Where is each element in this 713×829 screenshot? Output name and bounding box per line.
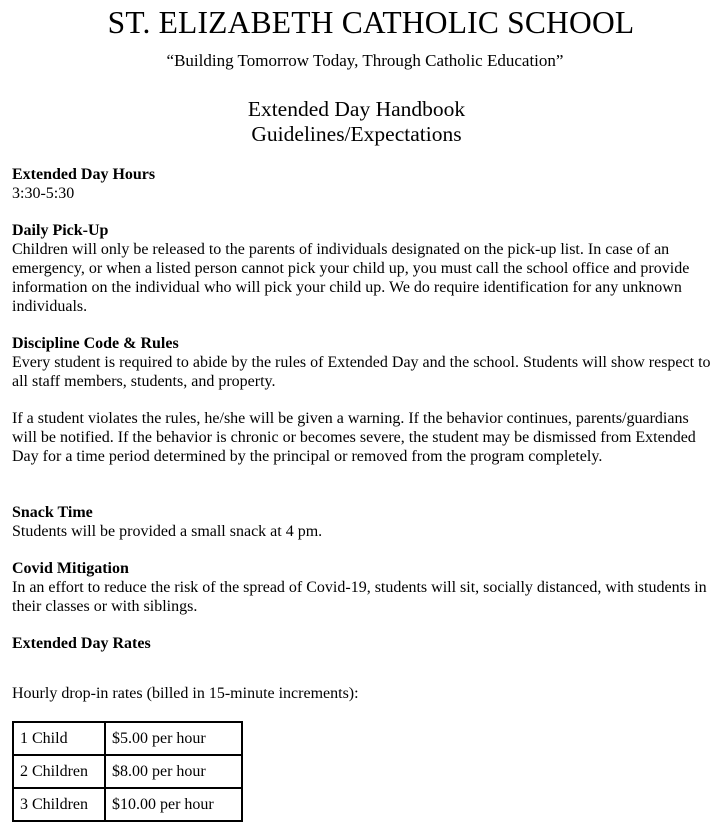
handbook-title-line2: Guidelines/Expectations: [251, 122, 462, 146]
rate-cell: $5.00 per hour: [105, 722, 242, 755]
table-row: [13, 722, 242, 755]
rates-intro: Hourly drop-in rates (billed in 15-minute increments):: [12, 685, 359, 702]
children-count-cell: 3 Children: [13, 788, 105, 821]
section-text: 3:30-5:30: [12, 185, 75, 202]
school-motto: “Building Tomorrow Today, Through Catholic Education”: [166, 51, 564, 70]
handbook-content: [12, 165, 712, 653]
section-heading: Snack Time: [12, 504, 93, 521]
section-text: If a student violates the rules, he/she will be given a warning. If the behavior continues, parents/guardians will be notified. If the behavior is chronic or becomes severe, the student may be dismissed from Extended Day for a time period determined by the principal or removed from the program completely.: [12, 410, 696, 465]
section-discipline: [12, 334, 712, 466]
section-text: Every student is required to abide by the rules of Extended Day and the school. Students will show respect to all staff members, students, and property.: [12, 354, 711, 390]
rates-table: [12, 721, 243, 822]
section-text: In an effort to reduce the risk of the spread of Covid-19, students will sit, socially distanced, with students in their classes or with siblings.: [12, 579, 707, 615]
handbook-title-line1: Extended Day Handbook: [247, 97, 466, 121]
rate-cell: $8.00 per hour: [105, 755, 242, 788]
section-heading: Daily Pick-Up: [12, 222, 109, 239]
children-count-cell: 2 Children: [13, 755, 105, 788]
rate-cell: $10.00 per hour: [105, 788, 242, 821]
section-text: Children will only be released to the parents of individuals designated on the pick-up list. In case of an emergency, or when a listed person cannot pick your child up, you must call the school office and provide information on the individual who will pick your child up. We do require identification for any unknown individuals.: [12, 241, 690, 315]
section-covid: [12, 559, 712, 616]
section-hours: [12, 165, 712, 203]
section-text: Students will be provided a small snack at 4 pm.: [12, 523, 323, 540]
table-row: [13, 755, 242, 788]
school-title: ST. ELIZABETH CATHOLIC SCHOOL: [107, 5, 635, 40]
section-snack: [12, 503, 712, 541]
handbook-title: [0, 97, 713, 147]
table-row: [13, 788, 242, 821]
children-count-cell: 1 Child: [13, 722, 105, 755]
section-rates: [12, 634, 712, 653]
section-heading: Extended Day Hours: [12, 166, 156, 183]
section-heading: Covid Mitigation: [12, 560, 129, 577]
section-pickup: [12, 221, 712, 316]
section-heading: Discipline Code & Rules: [12, 335, 179, 352]
section-heading: Extended Day Rates: [12, 635, 151, 652]
